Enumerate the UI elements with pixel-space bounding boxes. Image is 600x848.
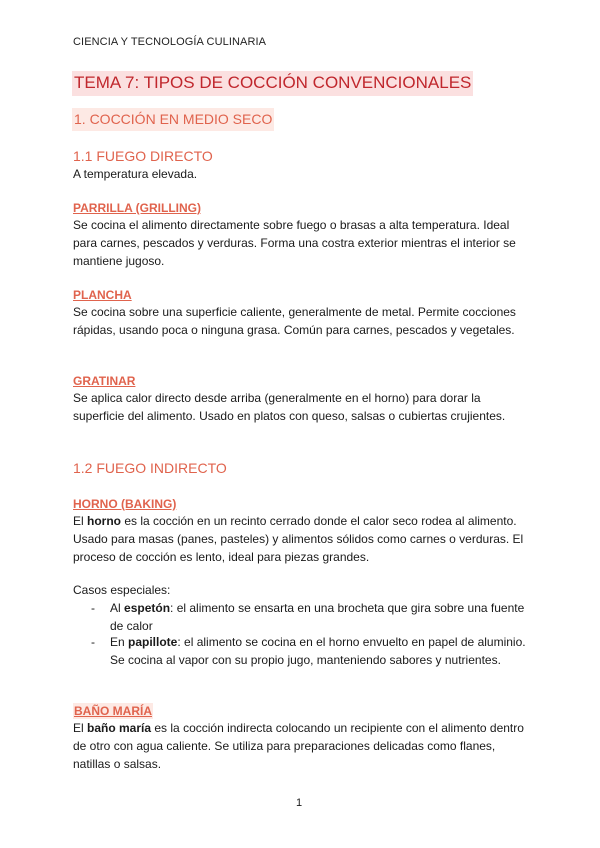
term-label-gratinar: GRATINAR — [73, 374, 136, 388]
subsection-heading: 1.2 FUEGO INDIRECTO — [73, 460, 227, 476]
term-label-bano-maria: BAÑO MARÍA — [74, 704, 152, 718]
term-text-parrilla: Se cocina el alimento directamente sobre fuego o brasas a alta temperatura. Ideal para carnes, pescados y verduras. Forma una costra exterior mientras el interior se mantiene jugoso. — [73, 218, 516, 268]
document-page: CIENCIA Y TECNOLOGÍA CULINARIA TEMA 7: TIPOS DE COCCIÓN CONVENCIONALES 1. COCCIÓN EN MEDIO SECO 1.1 FUEGO DIRECTO A temperatura elevada. PARRILLA (GRILLING) Se cocina el alimento directamente sobre fuego o brasas a alta temperatura. Ideal para carnes, pescados y verduras. Forma una costra exterior mientras el interior se mantiene jugoso. PLANCHA Se cocina sobre una superficie caliente, generalmente de metal. Permite cocciones rápidas, usando poca o ninguna grasa. Común para carnes, pescados y vegetales. GRATINAR Se aplica calor directo desde arriba (generalmente en el horno) para dorar la superficie del alimento. Usado en platos con queso, salsas o cubiertas crujientes. 1.2 FUEGO INDIRECTO HORNO (BAKING) El horno es la cocción en un recinto cerrado donde el calor seco rodea al alimento. Usado para masas (panes, pasteles) y alimentos sólidos como carnes o verduras. El proceso de cocción es lento, ideal para piezas grandes. Casos especiales: - Al espetón: el alimento se ensarta en una brocheta que gira sobre una fuente de calor - En papillote: el alimento se cocina en el horno envuelto en papel de aluminio. Se cocina al vapor con su propio jugo, manteniendo sabores y nutrientes. BAÑO MARÍA El baño maría es la cocción indirecta colocando un recipiente con el alimento dentro de otro con agua caliente. Se utiliza para preparaciones delicadas como flanes, natillas o salsas. 1 — [0, 0, 600, 848]
term-text-bano-maria: El baño maría es la cocción indirecta colocando un recipiente con el alimento dentro de otro con agua caliente. Se utiliza para preparaciones delicadas como flanes, natillas o salsas. — [73, 721, 524, 771]
term-label-parrilla: PARRILLA (GRILLING) — [73, 201, 201, 215]
page-number: 1 — [296, 797, 303, 809]
subsection-description: A temperatura elevada. — [73, 167, 198, 181]
term-label-plancha: PLANCHA — [73, 288, 132, 302]
subsection-heading: 1.1 FUEGO DIRECTO — [73, 148, 213, 164]
running-header: CIENCIA Y TECNOLOGÍA CULINARIA — [73, 36, 267, 48]
section-heading: 1. COCCIÓN EN MEDIO SECO — [72, 108, 274, 131]
page-title: TEMA 7: TIPOS DE COCCIÓN CONVENCIONALES — [72, 71, 473, 96]
term-text-plancha: Se cocina sobre una superficie caliente, generalmente de metal. Permite cocciones rápidas, usando poca o ninguna grasa. Común para carnes, pescados y vegetales. — [73, 305, 516, 337]
term-label-horno: HORNO (BAKING) — [73, 497, 177, 511]
term-text-gratinar: Se aplica calor directo desde arriba (generalmente en el horno) para dorar la superficie del alimento. Usado en platos con queso, salsas o cubiertas crujientes. — [73, 391, 506, 423]
special-cases-intro: Casos especiales: — [73, 583, 171, 597]
term-text-horno: El horno es la cocción en un recinto cerrado donde el calor seco rodea al alimento. Usado para masas (panes, pasteles) y alimentos sólidos como carnes o verduras. El proceso de cocción es lento, ideal para piezas grandes. — [73, 514, 524, 564]
